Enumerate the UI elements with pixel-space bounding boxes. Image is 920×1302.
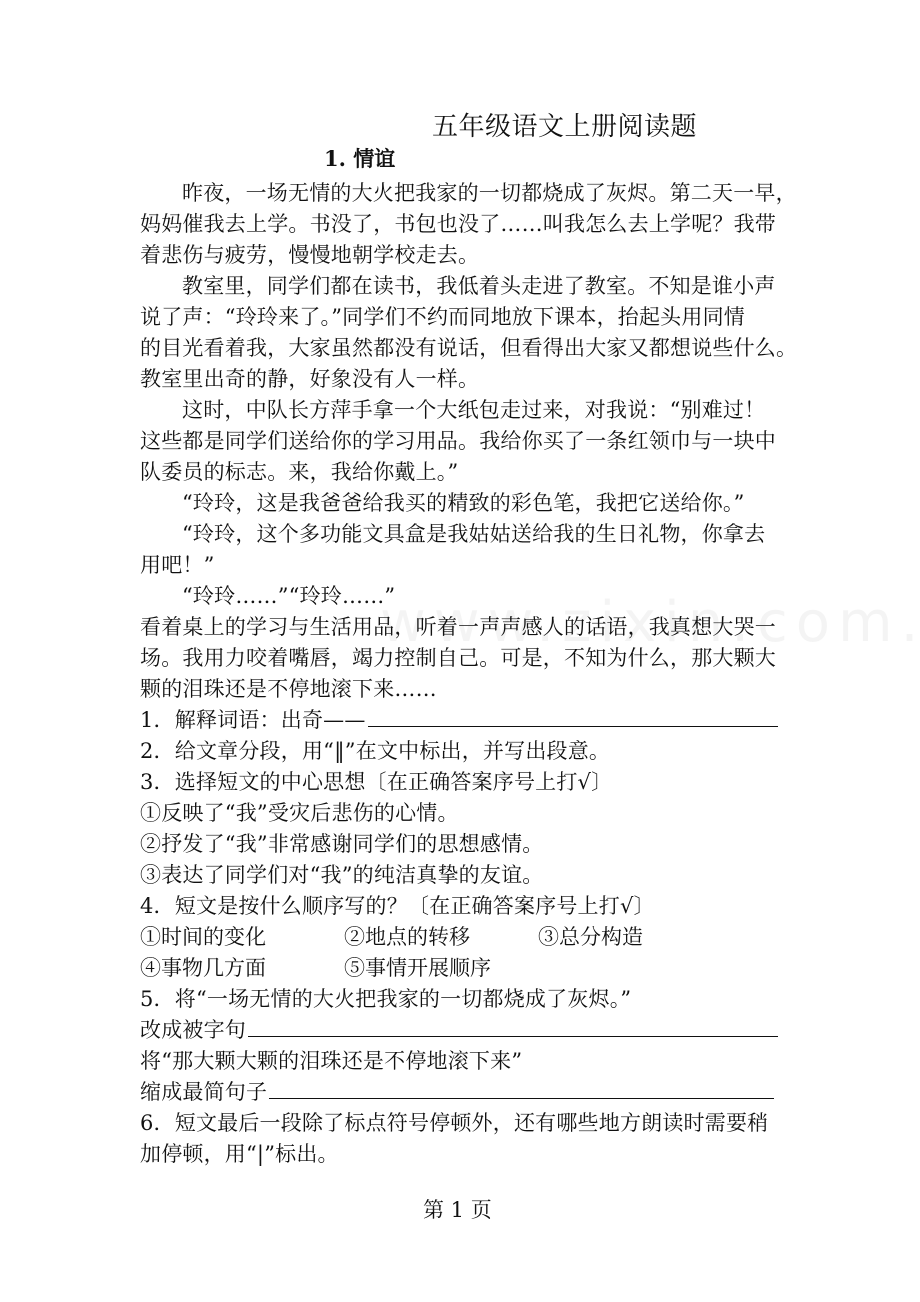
passage-line: 教室里出奇的静，好象没有人一样。 — [140, 367, 480, 391]
passage-line: 场。我用力咬着嘴唇，竭力控制自己。可是，不知为什么，那大颗大 — [140, 646, 776, 670]
question-5-part-a — [140, 1016, 780, 1044]
passage-line: 妈妈催我去上学。书没了，书包也没了……叫我怎么去上学呢？我带 — [140, 212, 776, 236]
question-4-option: ④事物几方面 — [140, 956, 266, 980]
question-6-continued: 加停顿，用“|”标出。 — [140, 1142, 339, 1166]
passage-line: 这些都是同学们送给你的学习用品。我给你买了一条红领巾与一块中 — [140, 429, 776, 453]
passage-line: “玲玲，这是我爸爸给我买的精致的彩色笔，我把它送给你。” — [182, 491, 745, 515]
answer-blank[interactable] — [368, 708, 778, 727]
question-6: 6．短文最后一段除了标点符号停顿外，还有哪些地方朗读时需要稍 — [140, 1111, 769, 1135]
question-text: 改成被字句 — [140, 1018, 246, 1042]
page-number: 第 1 页 — [423, 1198, 492, 1222]
passage-line: “玲玲……”“玲玲……” — [182, 584, 396, 608]
question-4-options-row — [140, 923, 780, 951]
section-title: 1. 情谊 — [324, 146, 396, 171]
passage-line: 着悲伤与疲劳，慢慢地朝学校走去。 — [140, 243, 480, 267]
question-4-option: ②地点的转移 — [344, 925, 470, 949]
question-4-option: ③总分构造 — [538, 925, 643, 949]
page-title: 五年级语文上册阅读题 — [432, 112, 698, 142]
passage-line: 这时，中队长方萍手拿一个大纸包走过来，对我说：“别难过！ — [182, 398, 766, 422]
question-3-option: ②抒发了“我”非常感谢同学们的思想感情。 — [140, 832, 544, 856]
passage-line: 教室里，同学们都在读书，我低着头走进了教室。不知是谁小声 — [182, 274, 776, 298]
question-4: 4．短文是按什么顺序写的？〔在正确答案序号上打√〕 — [140, 894, 655, 918]
question-3: 3．选择短文的中心思想〔在正确答案序号上打√〕 — [140, 770, 613, 794]
passage-line: 颗的泪珠还是不停地滚下来…… — [140, 677, 437, 701]
question-4-options-row — [140, 954, 780, 982]
question-5-part-c — [140, 1078, 780, 1106]
question-5-part-b: 将“那大颗大颗的泪珠还是不停地滚下来” — [140, 1049, 523, 1073]
question-3-option: ③表达了同学们对“我”的纯洁真挚的友谊。 — [140, 863, 544, 887]
passage-line: 队委员的标志。来，我给你戴上。” — [140, 460, 459, 484]
passage-line: 看着桌上的学习与生活用品，听着一声声感人的话语，我真想大哭一 — [140, 615, 776, 639]
passage-line: 用吧！” — [140, 553, 215, 577]
question-2: 2．给文章分段，用“‖”在文中标出，并写出段意。 — [140, 739, 611, 763]
question-text: 缩成最简句子 — [140, 1080, 268, 1104]
answer-blank[interactable] — [269, 1080, 774, 1099]
question-1 — [140, 706, 780, 734]
question-3-option: ①反映了“我”受灾后悲伤的心情。 — [140, 801, 459, 825]
passage-line: 昨夜，一场无情的大火把我家的一切都烧成了灰烬。第二天一早， — [182, 181, 797, 205]
passage-line: 的目光看着我，大家虽然都没有说话，但看得出大家又都想说些什么。 — [140, 336, 798, 360]
passage-line: “玲玲，这个多功能文具盒是我姑姑送给我的生日礼物，你拿去 — [182, 522, 766, 546]
passage-line: 说了声：“玲玲来了。”同学们不约而同地放下课本，抬起头用同情 — [140, 305, 745, 329]
question-text: 1．解释词语：出奇—— — [140, 708, 366, 732]
answer-blank[interactable] — [248, 1018, 778, 1037]
question-4-option: ①时间的变化 — [140, 925, 266, 949]
question-5: 5．将“一场无情的大火把我家的一切都烧成了灰烬。” — [140, 987, 632, 1011]
question-4-option: ⑤事情开展顺序 — [344, 956, 491, 980]
